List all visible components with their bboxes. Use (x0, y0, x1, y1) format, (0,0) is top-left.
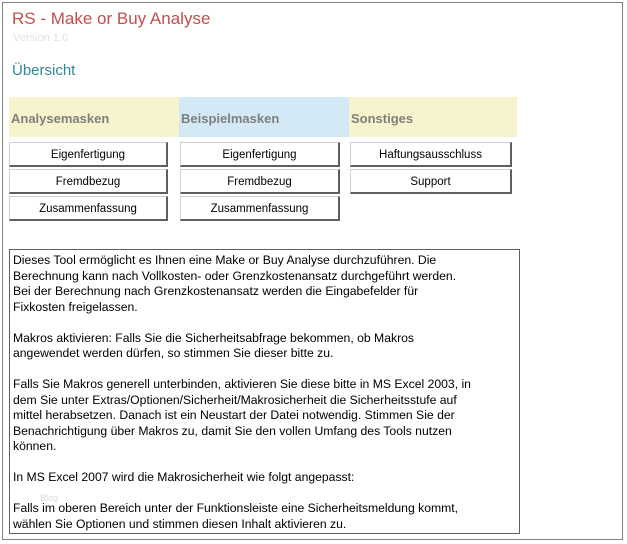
info-textbox (9, 249, 520, 534)
beispiel-fremdbezug-button[interactable]: Fremdbezug (180, 169, 340, 194)
info-paragraph: Dieses Tool ermöglicht es Ihnen eine Make or Buy Analyse durchzuführen. Die Berechnung kann nach Vollkosten- oder Grenzkostenansatz durchgeführt werden. Bei der Berechnung nach Grenzkostenansatz werden die Eingabefelder für Fixkosten freigelassen. (13, 253, 457, 314)
haftungsausschluss-button[interactable]: Haftungsausschluss (350, 142, 512, 167)
info-paragraph: Makros aktivieren: Falls Sie die Sicherheitsabfrage bekommen, ob Makros angewendet werden dürfen, so stimmen Sie dieser bitte zu. (13, 330, 415, 360)
analyse-zusammenfassung-button[interactable]: Zusammenfassung (9, 196, 168, 221)
version-label: Version 1.0 (13, 32, 69, 44)
support-button[interactable]: Support (350, 169, 512, 194)
info-paragraph: In MS Excel 2007 wird die Makrosicherheit wie folgt angepasst: (13, 470, 355, 484)
page-title: RS - Make or Buy Analyse (12, 9, 211, 28)
section-header-sonstiges: Sonstiges (349, 97, 517, 137)
section-header-beispielmasken: Beispielmasken (179, 97, 349, 137)
section-header-analysemasken: Analysemasken (9, 97, 179, 137)
info-paragraph: Falls im oberen Bereich unter der Funktionsleiste eine Sicherheitsmeldung kommt, wählen Sie Optionen und stimmen diesen Inhalt aktivieren zu. (13, 501, 459, 531)
beispiel-eigenfertigung-button[interactable]: Eigenfertigung (180, 142, 340, 167)
watermark-label: Blog (40, 493, 59, 503)
info-paragraph: Falls Sie Makros generell unterbinden, aktivieren Sie diese bitte in MS Excel 2003, in dem Sie unter Extras/Optionen/Sicherheit/Makrosicherheit die Sicherheitsstufe auf mittel herabsetzen. Danach ist ein Neustart der Datei notwendig. Stimmen Sie der Benachrichtigung über Makros zu, damit Sie den vollen Umfang des Tools nutzen können. (13, 377, 471, 453)
analyse-eigenfertigung-button[interactable]: Eigenfertigung (9, 142, 168, 167)
beispiel-zusammenfassung-button[interactable]: Zusammenfassung (180, 196, 340, 221)
analyse-fremdbezug-button[interactable]: Fremdbezug (9, 169, 168, 194)
overview-heading: Übersicht (12, 62, 76, 79)
